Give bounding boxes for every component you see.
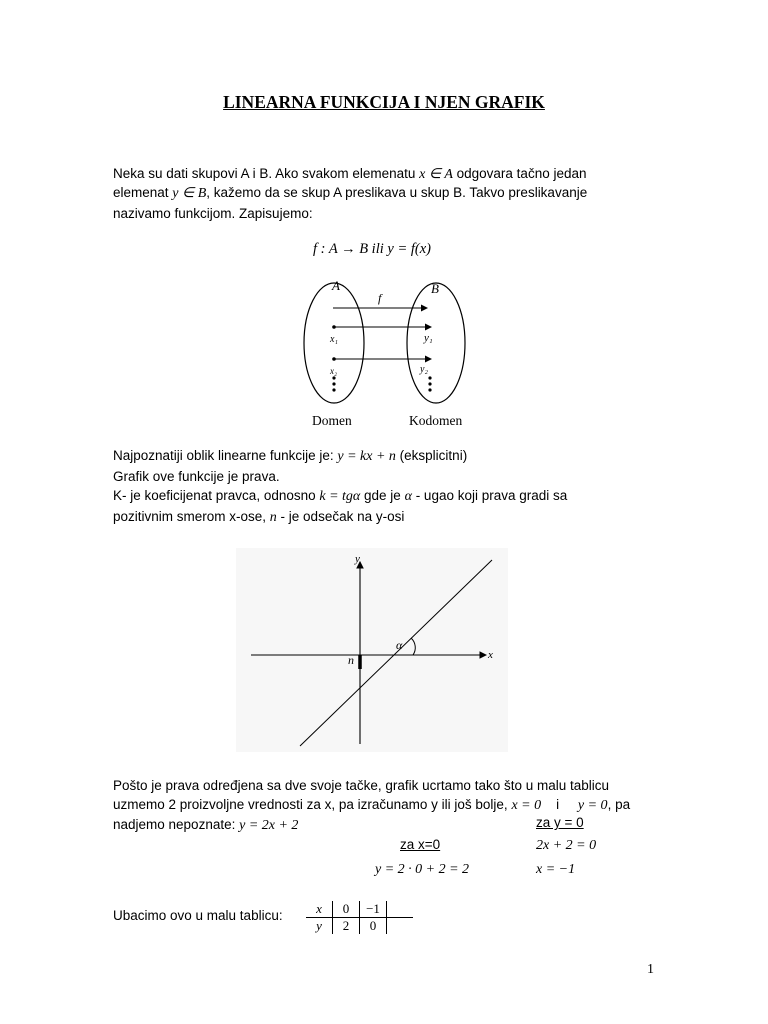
table-y-value-1: 2 [333, 918, 360, 935]
method-line-3: nadjemo nepoznate: y = 2x + 2 [113, 817, 299, 833]
domain-label: Domen [312, 413, 352, 428]
y-axis-label: y [355, 553, 360, 565]
function-notation: f : A → B ili y = f(x) [313, 241, 431, 257]
calc-right-equation-1: 2x + 2 = 0 [536, 838, 597, 853]
y2-label: y₂ [420, 364, 428, 375]
method-line-2: uzmemo 2 proizvoljne vrednosti za x, pa izračunamo y ili još bolje, x = 0 i y = 0, pa [113, 797, 631, 813]
x2-label: x₂ [330, 366, 338, 376]
set-b-label: B [431, 281, 439, 296]
ellipsis-dots-b [428, 376, 431, 391]
page-number: 1 [647, 962, 654, 977]
explicit-line-1: Najpoznatiji oblik linearne funkcije je: y = kx + n (eksplicitni) [113, 448, 468, 464]
x1-label: x₁ [330, 334, 338, 345]
intro-line-3: nazivamo funkcijom. Zapisujemo: [113, 206, 313, 221]
calc-right-equation-2: x = −1 [536, 862, 576, 877]
value-table [306, 901, 413, 934]
y1-label: y₁ [424, 332, 433, 344]
table-intro: Ubacimo ovo u malu tablicu: [113, 908, 283, 923]
set-b-ellipse [407, 283, 465, 403]
table-x-value-2: −1 [360, 901, 387, 918]
table-x-header: x [306, 901, 333, 918]
intercept-label: n [348, 653, 354, 667]
explicit-line-2: Grafik ove funkcije je prava. [113, 469, 280, 484]
calc-left-heading: za x=0 [400, 837, 441, 852]
set-a-label: A [332, 278, 340, 293]
calc-right-heading: za y = 0 [536, 815, 584, 830]
table-y-header: y [306, 918, 333, 935]
method-line-1: Pošto je prava određjena sa dve svoje tačke, grafik ucrtamo tako što u malu tablicu [113, 778, 610, 793]
explicit-line-3: K- je koeficijenat pravca, odnosno k = tgα gde je α - ugao koji prava gradi sa [113, 488, 568, 504]
x-axis-label: x [488, 649, 493, 661]
table-x-value-1: 0 [333, 901, 360, 918]
table-y-value-2: 0 [360, 918, 387, 935]
arrow-f-label: f [378, 291, 382, 305]
mapping-diagram [296, 276, 476, 432]
codomain-label: Kodomen [409, 413, 463, 428]
intro-line-2: elemenat y ∈ B, kažemo da se skup A preslikava u skup B. Takvo preslikavanje [113, 185, 588, 201]
page-title: LINEARNA FUNKCIJA I NJEN GRAFIK [223, 92, 545, 112]
intro-line-1: Neka su dati skupovi A i B. Ako svakom elemenatu x ∈ A odgovara tačno jedan [113, 166, 587, 182]
line-graph-diagram [236, 548, 508, 752]
explicit-line-4: pozitivnim smerom x-ose, n - je odsečak na y-osi [113, 509, 405, 525]
ellipsis-dots-a [332, 376, 335, 391]
calc-left-equation: y = 2 · 0 + 2 = 2 [375, 862, 470, 877]
angle-label: α [396, 638, 403, 652]
